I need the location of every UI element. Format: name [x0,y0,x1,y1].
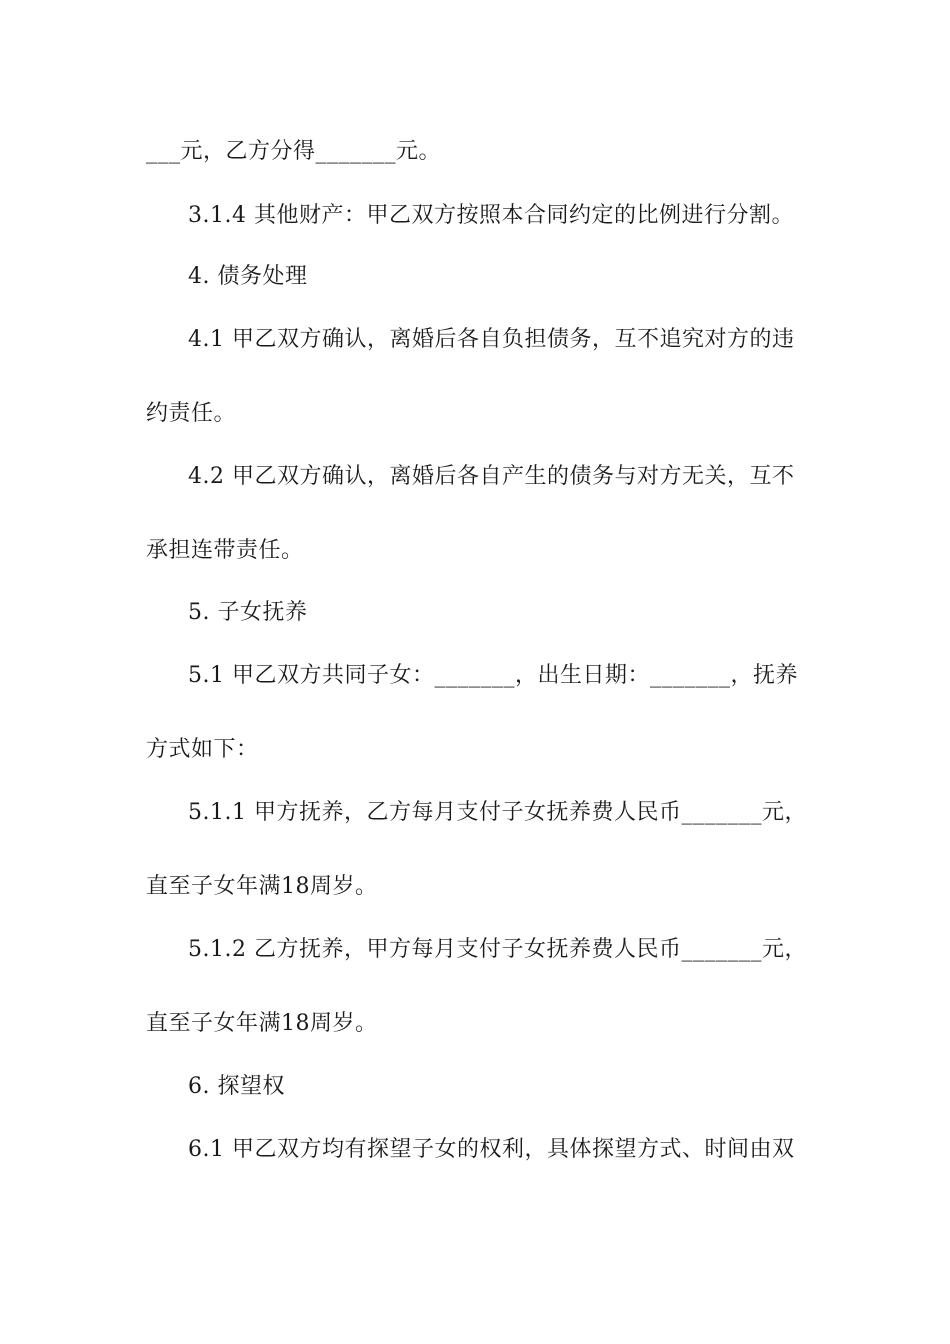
clause-6-1: 6.1 甲乙双方均有探望子女的权利，具体探望方式、时间由双 [188,1137,795,1162]
clause-3-1-4: 3.1.4 其他财产：甲乙双方按照本合同约定的比例进行分割。 [188,203,794,228]
clause-5-1-1-cont: 直至子女年满18周岁。 [146,874,378,899]
clause-4-2-cont: 承担连带责任。 [146,538,304,563]
clause-4-1: 4.1 甲乙双方确认，离婚后各自负担债务，互不追究对方的违 [188,327,795,352]
clause-5-1-2-cont: 直至子女年满18周岁。 [146,1011,378,1036]
clause-4-1-cont: 约责任。 [146,401,237,426]
text-line-1: ___元，乙方分得_______元。 [146,139,442,164]
clause-4-2: 4.2 甲乙双方确认，离婚后各自产生的债务与对方无关，互不 [188,464,795,489]
heading-debt: 4. 债务处理 [188,264,308,289]
clause-5-1-2: 5.1.2 乙方抚养，甲方每月支付子女抚养费人民币_______元， [188,937,807,962]
clause-5-1-1: 5.1.1 甲方抚养，乙方每月支付子女抚养费人民币_______元， [188,800,807,825]
heading-child-support: 5. 子女抚养 [188,600,308,625]
clause-5-1: 5.1 甲乙双方共同子女：_______，出生日期：_______，抚养 [188,663,798,688]
clause-5-1-cont: 方式如下： [146,737,259,762]
heading-visitation: 6. 探望权 [188,1074,285,1099]
